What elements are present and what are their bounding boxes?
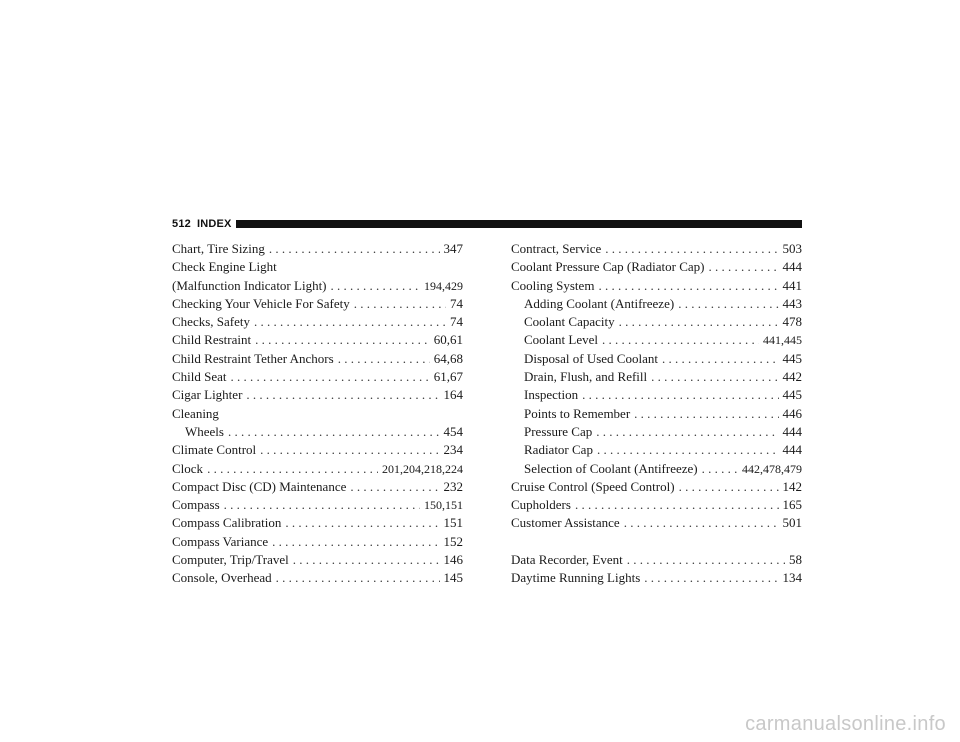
index-column-left xyxy=(172,240,463,588)
index-entry xyxy=(511,478,802,496)
entry-label: Coolant Pressure Cap (Radiator Cap) xyxy=(511,259,705,275)
index-entry xyxy=(172,368,463,386)
leader-dots xyxy=(619,313,779,331)
entry-label: Pressure Cap xyxy=(524,423,593,439)
entry-page: 60,61 xyxy=(433,332,463,348)
entry-page: 501 xyxy=(782,515,802,531)
entry-page: 58 xyxy=(789,552,802,568)
index-entry xyxy=(172,478,463,496)
entry-label: Coolant Capacity xyxy=(524,314,615,330)
index-entry xyxy=(172,514,463,532)
leader-dots xyxy=(228,423,440,441)
leader-dots xyxy=(678,295,778,313)
entry-label: Console, Overhead xyxy=(172,570,272,586)
index-entry xyxy=(172,533,463,551)
entry-page: 443 xyxy=(782,295,802,311)
entry-page: 142 xyxy=(782,478,802,494)
entry-label: Check Engine Light xyxy=(172,259,277,275)
header-rule xyxy=(236,220,802,228)
entry-label: Wheels xyxy=(185,423,224,439)
index-subentry xyxy=(511,313,802,331)
index-entry xyxy=(172,405,463,423)
header-title: INDEX xyxy=(196,218,232,230)
leader-dots xyxy=(709,258,779,276)
index-entry xyxy=(172,386,463,404)
entry-page: 201,204,218,224 xyxy=(382,461,463,476)
entry-label: Compass Variance xyxy=(172,533,269,549)
leader-dots xyxy=(331,277,420,295)
leader-dots xyxy=(224,496,420,514)
entry-page: 446 xyxy=(782,405,802,421)
watermark: carmanualsonline.info xyxy=(745,713,946,735)
index-subentry xyxy=(511,460,802,478)
entry-label: Clock xyxy=(172,460,204,476)
entry-page: 234 xyxy=(443,442,463,458)
entry-page: 444 xyxy=(782,442,802,458)
entry-label: Compact Disc (CD) Maintenance xyxy=(172,478,347,494)
entry-page: 445 xyxy=(782,387,802,403)
entry-label: Checking Your Vehicle For Safety xyxy=(172,295,350,311)
entry-label: Data Recorder, Event xyxy=(511,552,623,568)
entry-page: 151 xyxy=(443,515,463,531)
entry-label: Radiator Cap xyxy=(524,442,593,458)
entry-label: Customer Assistance xyxy=(511,515,620,531)
index-subentry xyxy=(511,295,802,313)
entry-label: Chart, Tire Sizing xyxy=(172,241,265,256)
leader-dots xyxy=(662,350,779,368)
entry-label: Inspection xyxy=(524,387,579,403)
index-column-right xyxy=(511,240,802,588)
entry-label: Child Seat xyxy=(172,369,227,385)
entry-label: Points to Remember xyxy=(524,405,631,421)
leader-dots xyxy=(596,423,778,441)
leader-dots xyxy=(634,405,778,423)
index-entry xyxy=(172,240,463,258)
index-entry xyxy=(172,331,463,349)
entry-label: Climate Control xyxy=(172,442,257,458)
leader-dots xyxy=(276,569,440,587)
entry-label: Daytime Running Lights xyxy=(511,570,641,586)
entry-page: 442,478,479 xyxy=(742,461,802,476)
entry-page: 146 xyxy=(443,552,463,568)
entry-label: Contract, Service xyxy=(511,241,602,256)
entry-label: Computer, Trip/Travel xyxy=(172,552,289,568)
index-subentry xyxy=(511,350,802,368)
index-entry xyxy=(511,551,802,569)
index-entry xyxy=(172,460,463,478)
entry-page: 444 xyxy=(782,259,802,275)
page-header xyxy=(172,216,802,232)
header-label xyxy=(172,216,232,232)
entry-page: 444 xyxy=(782,423,802,439)
entry-page: 232 xyxy=(443,478,463,494)
entry-label: Checks, Safety xyxy=(172,314,250,330)
page-number: 512 xyxy=(172,218,191,230)
index-entry xyxy=(172,258,463,276)
leader-dots xyxy=(254,313,446,331)
leader-dots xyxy=(651,368,778,386)
entry-label: Cooling System xyxy=(511,277,595,293)
section-gap xyxy=(511,533,802,551)
index-entry xyxy=(172,441,463,459)
index-subentry xyxy=(511,331,802,349)
entry-page: 445 xyxy=(782,350,802,366)
index-entry xyxy=(511,514,802,532)
leader-dots xyxy=(702,460,738,478)
entry-label: Compass xyxy=(172,497,220,513)
leader-dots xyxy=(624,514,779,532)
entry-page: 164 xyxy=(443,387,463,403)
index-subentry xyxy=(511,386,802,404)
entry-page: 74 xyxy=(450,295,463,311)
leader-dots xyxy=(679,478,779,496)
entry-label: Disposal of Used Coolant xyxy=(524,350,658,366)
entry-label: Coolant Level xyxy=(524,332,599,348)
leader-dots xyxy=(269,240,440,258)
index-entry xyxy=(172,350,463,368)
index-subentry xyxy=(511,423,802,441)
entry-page: 503 xyxy=(782,241,802,256)
leader-dots xyxy=(582,386,778,404)
leader-dots xyxy=(338,350,430,368)
index-entry xyxy=(172,496,463,514)
leader-dots xyxy=(231,368,430,386)
index-subentry xyxy=(511,368,802,386)
entry-label: Compass Calibration xyxy=(172,515,282,531)
leader-dots xyxy=(354,295,446,313)
entry-page: 441 xyxy=(782,277,802,293)
entry-page: 64,68 xyxy=(433,350,463,366)
entry-label: Adding Coolant (Antifreeze) xyxy=(524,295,675,311)
index-entry xyxy=(511,240,802,258)
entry-page: 442 xyxy=(782,369,802,385)
leader-dots xyxy=(605,240,778,258)
index-entry xyxy=(172,569,463,587)
entry-page: 150,151 xyxy=(424,498,463,513)
entry-page: 454 xyxy=(443,423,463,439)
leader-dots xyxy=(597,441,779,459)
entry-label: Cupholders xyxy=(511,497,571,513)
entry-label: (Malfunction Indicator Light) xyxy=(172,277,327,293)
entry-label: Child Restraint Tether Anchors xyxy=(172,350,334,366)
leader-dots xyxy=(350,478,439,496)
leader-dots xyxy=(293,551,440,569)
index-entry xyxy=(172,551,463,569)
leader-dots xyxy=(207,460,378,478)
entry-page: 74 xyxy=(450,314,463,330)
index-entry xyxy=(172,295,463,313)
index-subentry xyxy=(511,441,802,459)
entry-page: 194,429 xyxy=(424,278,463,293)
index-entry xyxy=(511,258,802,276)
entry-label: Cleaning xyxy=(172,405,219,421)
entry-label: Cigar Lighter xyxy=(172,387,243,403)
leader-dots xyxy=(598,277,778,295)
entry-label: Drain, Flush, and Refill xyxy=(524,369,648,385)
entry-page: 441,445 xyxy=(763,333,802,348)
leader-dots xyxy=(602,331,759,349)
index-subentry xyxy=(511,405,802,423)
index-entry xyxy=(172,277,463,295)
entry-label: Cruise Control (Speed Control) xyxy=(511,478,675,494)
entry-page: 61,67 xyxy=(433,369,463,385)
entry-page: 152 xyxy=(443,533,463,549)
index-subentry xyxy=(172,423,463,441)
leader-dots xyxy=(575,496,779,514)
index-entry xyxy=(511,496,802,514)
leader-dots xyxy=(627,551,785,569)
leader-dots xyxy=(260,441,439,459)
index-entry xyxy=(511,277,802,295)
leader-dots xyxy=(246,386,439,404)
entry-page: 165 xyxy=(782,497,802,513)
entry-label: Child Restraint xyxy=(172,332,252,348)
entry-label: Selection of Coolant (Antifreeze) xyxy=(524,460,698,476)
index-entry xyxy=(172,313,463,331)
entry-page: 134 xyxy=(782,570,802,586)
leader-dots xyxy=(255,331,430,349)
entry-page: 478 xyxy=(782,314,802,330)
leader-dots xyxy=(644,569,778,587)
entry-page: 145 xyxy=(443,570,463,586)
entry-page: 347 xyxy=(443,241,463,256)
leader-dots xyxy=(285,514,439,532)
leader-dots xyxy=(272,533,439,551)
index-entry xyxy=(511,569,802,587)
